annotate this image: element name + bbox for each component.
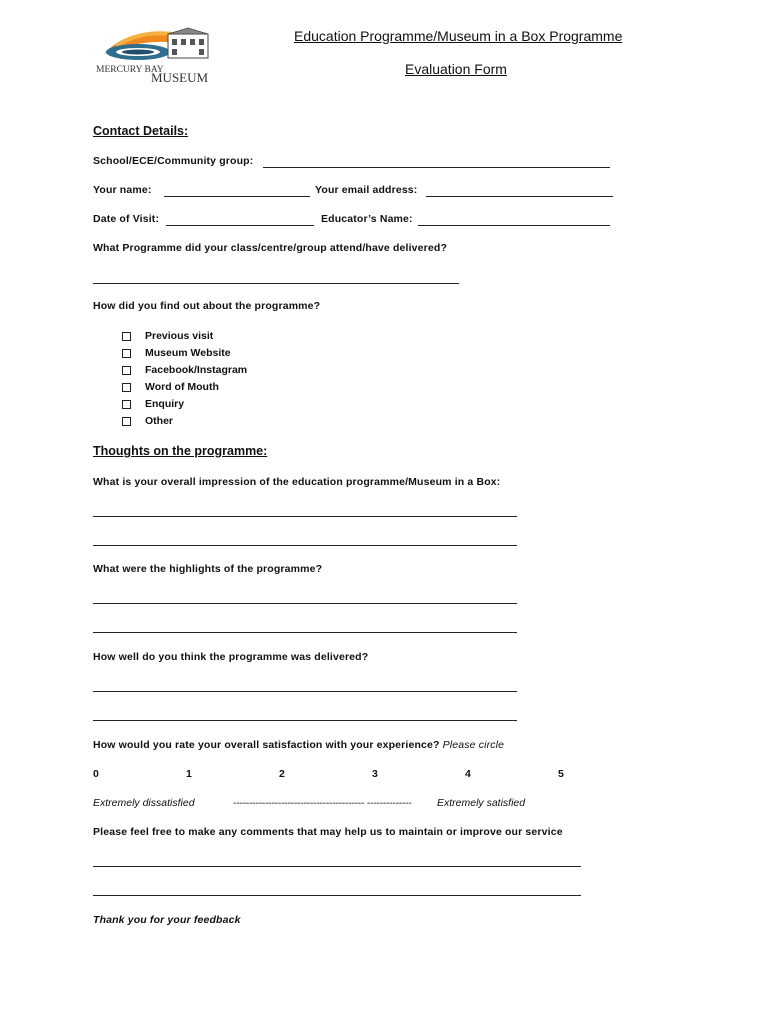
thanks-note: Thank you for your feedback: [93, 914, 241, 926]
logo-line1: MERCURY BAY: [96, 65, 164, 75]
highlights-line-1[interactable]: [93, 603, 517, 604]
name-field[interactable]: [164, 196, 310, 197]
scale-3[interactable]: 3: [372, 768, 378, 780]
form-subtitle: Evaluation Form: [405, 61, 507, 77]
highlights-question: What were the highlights of the programme?: [93, 563, 323, 575]
logo-line2: MUSEUM: [151, 70, 209, 84]
option-word-of-mouth[interactable]: [122, 380, 219, 394]
checkbox[interactable]: [122, 383, 131, 392]
option-label: Other: [145, 415, 174, 427]
checkbox[interactable]: [122, 349, 131, 358]
date-label: Date of Visit:: [93, 213, 160, 225]
school-label: School/ECE/Community group:: [93, 155, 254, 167]
school-field[interactable]: [263, 167, 610, 168]
checkbox[interactable]: [122, 366, 131, 375]
scale-1[interactable]: 1: [186, 768, 192, 780]
impression-question: What is your overall impression of the education programme/Museum in a Box:: [93, 476, 501, 488]
delivery-question: How well do you think the programme was delivered?: [93, 651, 369, 663]
logo-graphic: [96, 22, 221, 84]
scale-2[interactable]: 2: [279, 768, 285, 780]
low-label: Extremely dissatisfied: [93, 797, 195, 809]
checkbox[interactable]: [122, 332, 131, 341]
email-label: Your email address:: [315, 184, 418, 196]
scale-4[interactable]: 4: [465, 768, 471, 780]
comments-line-2[interactable]: [93, 895, 581, 896]
programme-question: What Programme did your class/centre/group attend/have delivered?: [93, 242, 448, 254]
educator-label: Educator’s Name:: [321, 213, 413, 225]
form-title: Education Programme/Museum in a Box Programme: [294, 28, 623, 44]
option-label: Museum Website: [145, 347, 231, 359]
comments-question: Please feel free to make any comments that may help us to maintain or improve our service: [93, 826, 563, 838]
satisfaction-question: [93, 739, 504, 751]
highlights-line-2[interactable]: [93, 632, 517, 633]
satisfaction-question-text: How would you rate your overall satisfaction with your experience?: [93, 739, 440, 751]
option-previous-visit[interactable]: [122, 329, 213, 343]
thoughts-heading: Thoughts on the programme:: [93, 444, 268, 458]
contact-heading: Contact Details:: [93, 124, 189, 138]
email-field[interactable]: [426, 196, 613, 197]
option-label: Facebook/Instagram: [145, 364, 248, 376]
delivery-line-1[interactable]: [93, 691, 517, 692]
name-label: Your name:: [93, 184, 152, 196]
delivery-line-2[interactable]: [93, 720, 517, 721]
scale-0[interactable]: 0: [93, 768, 99, 780]
programme-answer-line[interactable]: [93, 283, 459, 284]
date-field[interactable]: [166, 225, 314, 226]
please-circle-note: Please circle: [442, 739, 505, 751]
option-museum-website[interactable]: [122, 346, 231, 360]
educator-field[interactable]: [418, 225, 610, 226]
find-question: How did you find out about the programme?: [93, 300, 321, 312]
option-label: Previous visit: [145, 330, 214, 342]
scale-dashes: ----------------------------------------- --------------: [233, 797, 412, 809]
checkbox[interactable]: [122, 400, 131, 409]
impression-line-2[interactable]: [93, 545, 517, 546]
option-other[interactable]: [122, 414, 173, 428]
checkbox[interactable]: [122, 417, 131, 426]
option-enquiry[interactable]: [122, 397, 184, 411]
option-label: Enquiry: [145, 398, 185, 410]
scale-5[interactable]: 5: [558, 768, 564, 780]
high-label: Extremely satisfied: [437, 797, 526, 809]
impression-line-1[interactable]: [93, 516, 517, 517]
museum-logo: [96, 22, 221, 84]
option-facebook-instagram[interactable]: [122, 363, 247, 377]
comments-line-1[interactable]: [93, 866, 581, 867]
option-label: Word of Mouth: [145, 381, 219, 393]
